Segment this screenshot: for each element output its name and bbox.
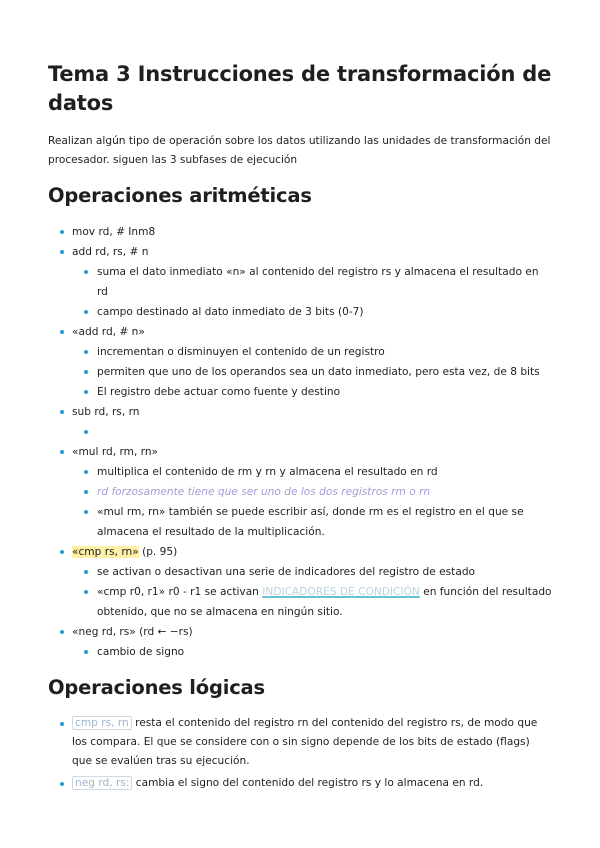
- bullet-icon: [60, 630, 64, 634]
- sublist-item-text: «cmp r0, r1» r0 - r1 se activan: [97, 586, 263, 598]
- condition-flags-link[interactable]: INDICADORES DE CONDICIÓN: [262, 586, 420, 598]
- bullet-icon: [60, 410, 64, 414]
- list-item-text: (p. 95): [138, 546, 178, 558]
- section-heading-logic: Operaciones lógicas: [48, 676, 265, 699]
- inline-code: cmp rs, rn: [72, 716, 132, 730]
- sublist-item: [72, 462, 552, 482]
- sublist-item-text: «mul rm, rn» también se puede escribir así, donde rm es el registro en el que se almacena el resultado de la multiplicación.: [97, 506, 524, 538]
- sublist-item: [72, 562, 552, 582]
- sublist-item: [72, 342, 552, 362]
- list-item: [48, 442, 552, 542]
- list-item-text: resta el contenido del registro rn del contenido del registro rs, de modo que los compara. El que se considere con o sin signo depende de los bits de estado (flags) que se evalúen tras su ejecución.: [72, 717, 538, 767]
- bullet-icon: [84, 590, 88, 594]
- sublist-item-text: suma el dato inmediato «n» al contenido del registro rs y almacena el resultado en rd: [97, 266, 539, 298]
- bullet-icon: [60, 330, 64, 334]
- sublist-item: [72, 582, 552, 622]
- sublist-item-text: en función del resultado obtenido, que no se almacena en ningún sitio.: [97, 586, 552, 618]
- highlighted-text: «cmp rs, rn»: [72, 546, 139, 558]
- sublist: [72, 562, 552, 622]
- list-item: [48, 322, 552, 402]
- sublist-item-text: cambio de signo: [97, 646, 185, 658]
- bullet-icon: [84, 470, 88, 474]
- sublist-item-text: se activan o desactivan una serie de indicadores del registro de estado: [97, 566, 476, 578]
- sublist-item: [72, 502, 552, 542]
- sublist: [72, 422, 552, 442]
- list-item-text: mov rd, # Inm8: [72, 226, 156, 238]
- sublist: [72, 462, 552, 542]
- sublist-item: [72, 262, 552, 302]
- bullet-icon: [60, 250, 64, 254]
- bullet-icon: [84, 350, 88, 354]
- sublist-item-text-faint: rd forzosamente tiene que ser uno de los dos registros rm o rn: [97, 486, 431, 498]
- sublist-item-text: multiplica el contenido de rm y rn y almacena el resultado en rd: [97, 466, 438, 478]
- section-heading-arithmetic: Operaciones aritméticas: [48, 184, 312, 207]
- bullet-icon: [84, 370, 88, 374]
- bullet-icon: [60, 550, 64, 554]
- list-item: [48, 774, 552, 793]
- list-item: [48, 242, 552, 322]
- sublist-item-text: campo destinado al dato inmediato de 3 bits (0-7): [97, 306, 364, 318]
- bullet-icon: [84, 650, 88, 654]
- intro-paragraph: Realizan algún tipo de operación sobre los datos utilizando las unidades de transformación del procesador. siguen las 3 subfases de ejecución: [48, 135, 551, 166]
- sublist-item: [72, 482, 552, 502]
- bullet-icon: [84, 490, 88, 494]
- bullet-icon: [60, 722, 64, 726]
- logic-list: [48, 714, 552, 793]
- bullet-icon: [60, 782, 64, 786]
- sublist: [72, 342, 552, 402]
- sublist-item: [72, 302, 552, 322]
- sublist-item-text: permiten que uno de los operandos sea un dato inmediato, pero esta vez, de 8 bits: [97, 366, 540, 378]
- bullet-icon: [84, 510, 88, 514]
- sublist: [72, 642, 552, 662]
- sublist-item-text: El registro debe actuar como fuente y destino: [97, 386, 341, 398]
- list-item-text: add rd, rs, # n: [72, 246, 149, 258]
- sublist-item-text: incrementan o disminuyen el contenido de un registro: [97, 346, 385, 358]
- bullet-icon: [60, 230, 64, 234]
- sublist-item: [72, 382, 552, 402]
- arithmetic-list: [48, 222, 552, 662]
- bullet-icon: [84, 310, 88, 314]
- list-item: [48, 222, 552, 242]
- list-item: [48, 402, 552, 442]
- list-item-text: cambia el signo del contenido del registro rs y lo almacena en rd.: [132, 777, 484, 789]
- bullet-icon: [60, 450, 64, 454]
- sublist: [72, 262, 552, 322]
- bullet-icon: [84, 390, 88, 394]
- list-item-text: «mul rd, rm, rn»: [72, 446, 159, 458]
- page-title: Tema 3 Instrucciones de transformación de datos: [48, 62, 552, 115]
- bullet-icon: [84, 270, 88, 274]
- bullet-icon: [84, 570, 88, 574]
- list-item-text: «neg rd, rs» (rd ← −rs): [72, 626, 193, 638]
- list-item: [48, 714, 552, 771]
- list-item: [48, 542, 552, 622]
- list-item: [48, 622, 552, 662]
- sublist-item-empty: [72, 422, 552, 442]
- bullet-icon: [84, 430, 88, 434]
- list-item-text: sub rd, rs, rn: [72, 406, 140, 418]
- list-item-text: «add rd, # n»: [72, 326, 145, 338]
- inline-code: neg rd, rs:: [72, 776, 132, 790]
- sublist-item: [72, 642, 552, 662]
- sublist-item: [72, 362, 552, 382]
